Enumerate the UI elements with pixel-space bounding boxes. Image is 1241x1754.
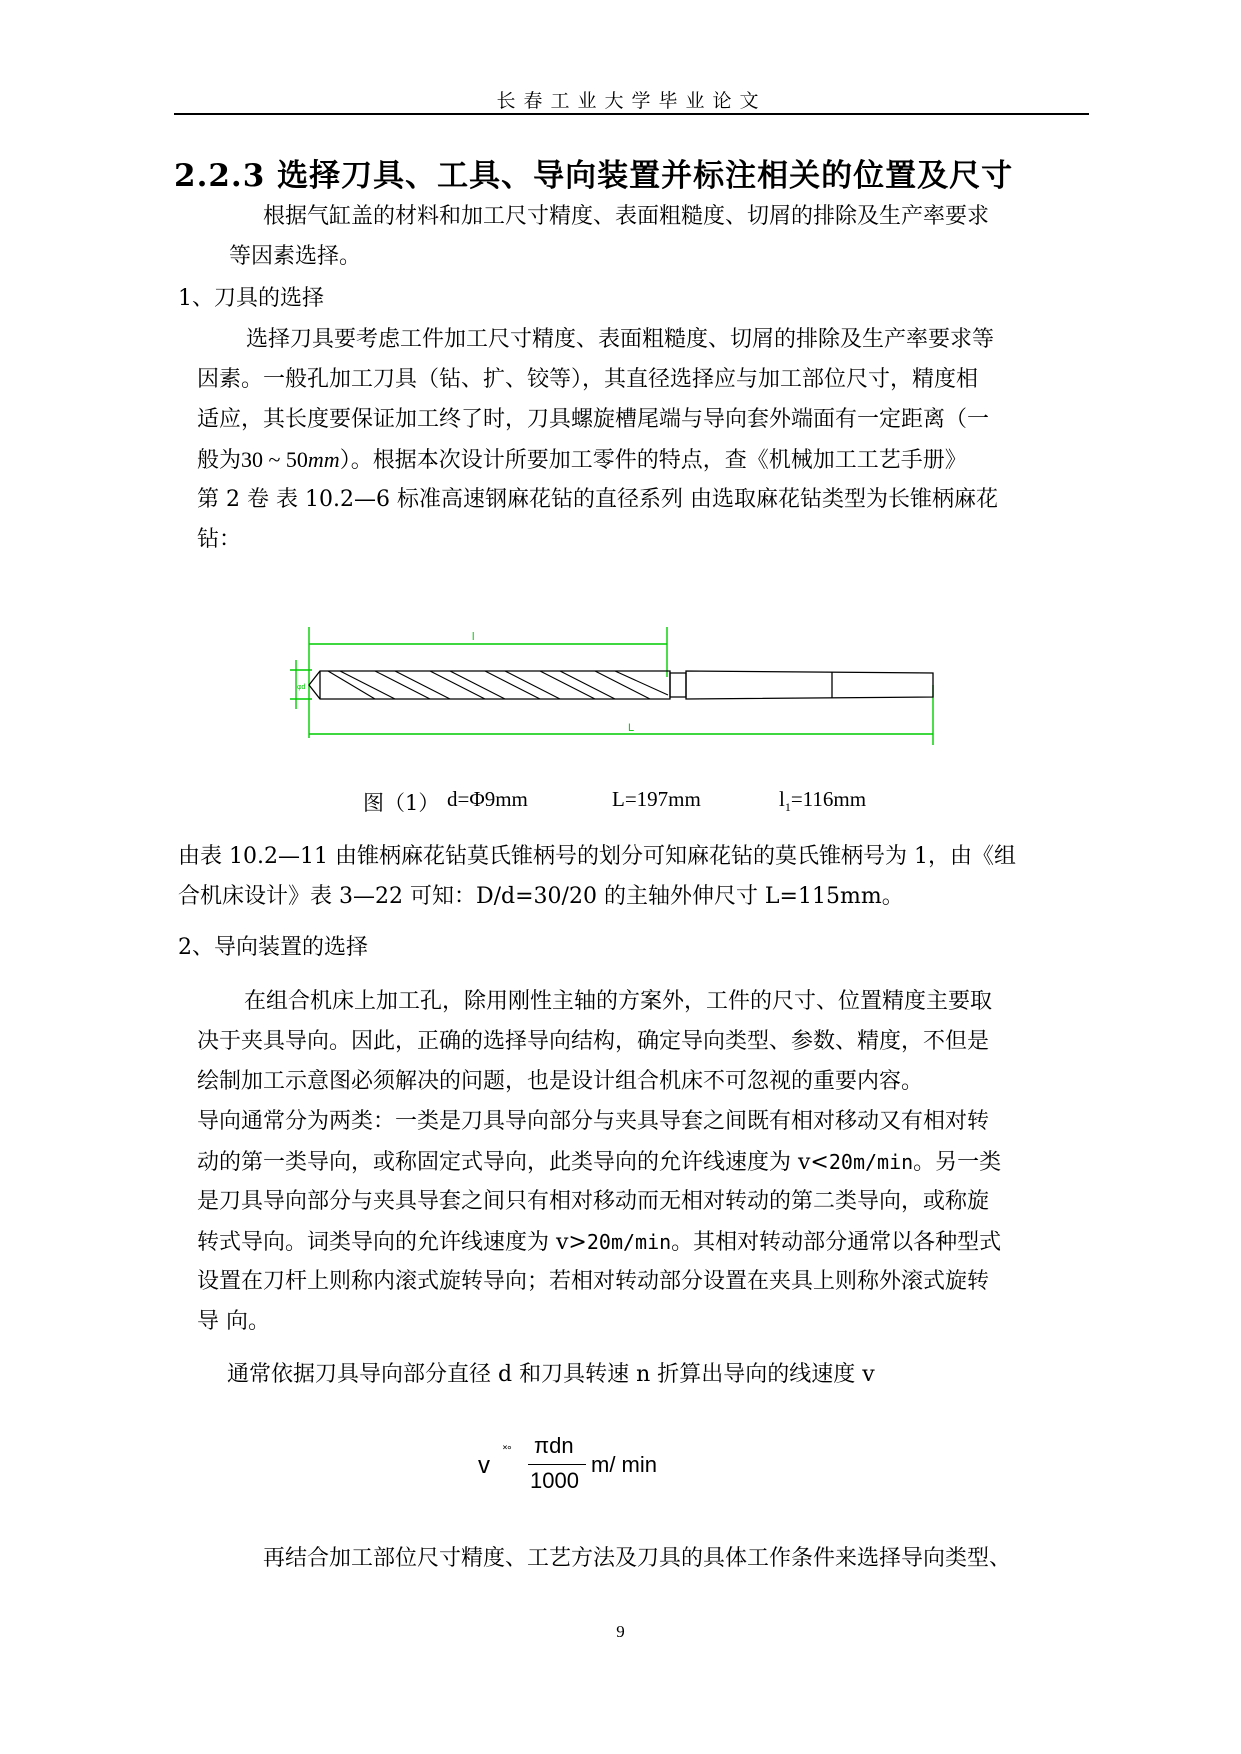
speed-limit-1: 20m/min — [828, 1150, 914, 1174]
caption-l-sub: 1 — [784, 800, 791, 815]
formula-fraction-bar — [528, 1464, 586, 1465]
figure-caption-L: L=197mm — [612, 787, 701, 811]
sub2-p2-line-1: 导向通常分为两类：一类是刀具导向部分与夹具导套之间既有相对移动又有相对转 — [197, 1109, 990, 1134]
p2-line-2a: 动的第一类导向，或称固定式导向，此类导向的允许线速度为 v< — [197, 1150, 829, 1175]
section-title: 2.2.3 选择刀具、工具、导向装置并标注相关的位置及尺寸 — [174, 158, 1014, 194]
header-rule — [174, 113, 1089, 115]
drill-neck — [670, 673, 686, 697]
figure-label-l1: l — [472, 631, 475, 643]
sub1-line-1: 选择刀具要考虑工件加工尺寸精度、表面粗糙度、切屑的排除及生产率要求等 — [246, 327, 995, 352]
sub1-line-2: 因素。一般孔加工刀具（钻、扩、铰等），其直径选择应与加工部位尺寸，精度相 — [197, 367, 979, 392]
figure-caption-prefix: 图（1） — [363, 791, 440, 815]
subheading-tool-selection: 1、刀具的选择 — [178, 286, 324, 311]
drill-body — [309, 671, 933, 699]
sub2-p2-line-2 — [197, 1142, 1001, 1183]
sub2-line-3: 绘制加工示意图必须解决的问题，也是设计组合机床不可忽视的重要内容。 — [197, 1069, 924, 1094]
formula-equals-glyph: ˟° — [503, 1443, 512, 1457]
range-value: 30 ~ 50 — [241, 447, 308, 472]
after-figure-line-1: 由表 10.2—11 由锥柄麻花钻莫氏锥柄号的划分可知麻花钻的莫氏锥柄号为 1，由《组 — [178, 844, 1016, 869]
sub1-line-3: 适应，其长度要保证加工终了时，刀具螺旋槽尾端与导向套外端面有一定距离（一 — [197, 407, 990, 432]
sub1-line-5: 第 2 卷 表 10.2—6 标准高速钢麻花钻的直径系列 由选取麻花钻类型为长锥柄麻花 — [197, 487, 998, 512]
figure-caption-l1 — [779, 787, 866, 815]
caption-l-val: =116mm — [790, 787, 867, 811]
p2-line-2c: 。另一类 — [913, 1150, 1002, 1175]
figure-label-d: φd — [297, 684, 306, 691]
page-number: 9 — [616, 1622, 625, 1641]
sub1-line-6: 钻： — [197, 527, 242, 552]
sub1-line-4 — [197, 440, 967, 481]
sub1-line-4-b: ）。根据本次设计所要加工零件的特点，查《机械加工工艺手册》 — [339, 448, 967, 473]
intro-line-2: 等因素选择。 — [229, 244, 362, 269]
sub2-p3-line-1: 通常依据刀具导向部分直径 d 和刀具转速 n 折算出导向的线速度 v — [227, 1362, 875, 1387]
p2-line-4a: 转式导向。词类导向的允许线速度为 v> — [197, 1230, 587, 1255]
sub2-line-1: 在组合机床上加工孔，除用刚性主轴的方案外，工件的尺寸、位置精度主要取 — [244, 989, 993, 1014]
figure-label-L: L — [628, 722, 635, 734]
caption-l-var: l — [779, 787, 785, 811]
figure-caption-d: d=Φ9mm — [447, 787, 528, 811]
p2-line-4c: 。其相对转动部分通常以各种型式 — [671, 1230, 1002, 1255]
range-unit: mm — [307, 447, 340, 472]
sub2-p2-line-3: 是刀具导向部分与夹具导套之间只有相对移动而无相对转动的第二类导向，或称旋 — [197, 1189, 990, 1214]
formula-numerator: πdn — [534, 1433, 574, 1458]
sub1-line-4-a: 般为 — [197, 448, 242, 473]
running-header: 长春工业大学毕业论文 — [496, 90, 767, 112]
twist-drill-figure — [280, 615, 960, 755]
sub2-p2-line-6: 导 向。 — [197, 1309, 270, 1334]
sub2-p2-line-4 — [197, 1222, 1001, 1263]
flute-lines — [328, 671, 668, 699]
drill-taper-shank — [686, 671, 933, 699]
speed-limit-2: 20m/min — [586, 1230, 672, 1254]
formula-unit: m/ min — [591, 1452, 657, 1477]
drill-flute-outline — [309, 671, 670, 699]
sub2-line-2: 决于夹具导向。因此，正确的选择导向结构，确定导向类型、参数、精度，不但是 — [197, 1029, 990, 1054]
closing-line-1: 再结合加工部位尺寸精度、工艺方法及刀具的具体工作条件来选择导向类型、 — [263, 1546, 1012, 1571]
subheading-guide-selection: 2、导向装置的选择 — [178, 935, 368, 960]
after-figure-line-2: 合机床设计》表 3—22 可知：D/d=30/20 的主轴外伸尺寸 L=115mm。 — [178, 884, 904, 909]
formula-denominator: 1000 — [530, 1468, 579, 1493]
intro-line-1: 根据气缸盖的材料和加工尺寸精度、表面粗糙度、切屑的排除及生产率要求 — [263, 204, 990, 229]
formula-lhs: v — [478, 1452, 490, 1479]
dimension-lines — [290, 627, 933, 745]
sub2-p2-line-5: 设置在刀杆上则称内滚式旋转导向；若相对转动部分设置在夹具上则称外滚式旋转 — [197, 1269, 990, 1294]
